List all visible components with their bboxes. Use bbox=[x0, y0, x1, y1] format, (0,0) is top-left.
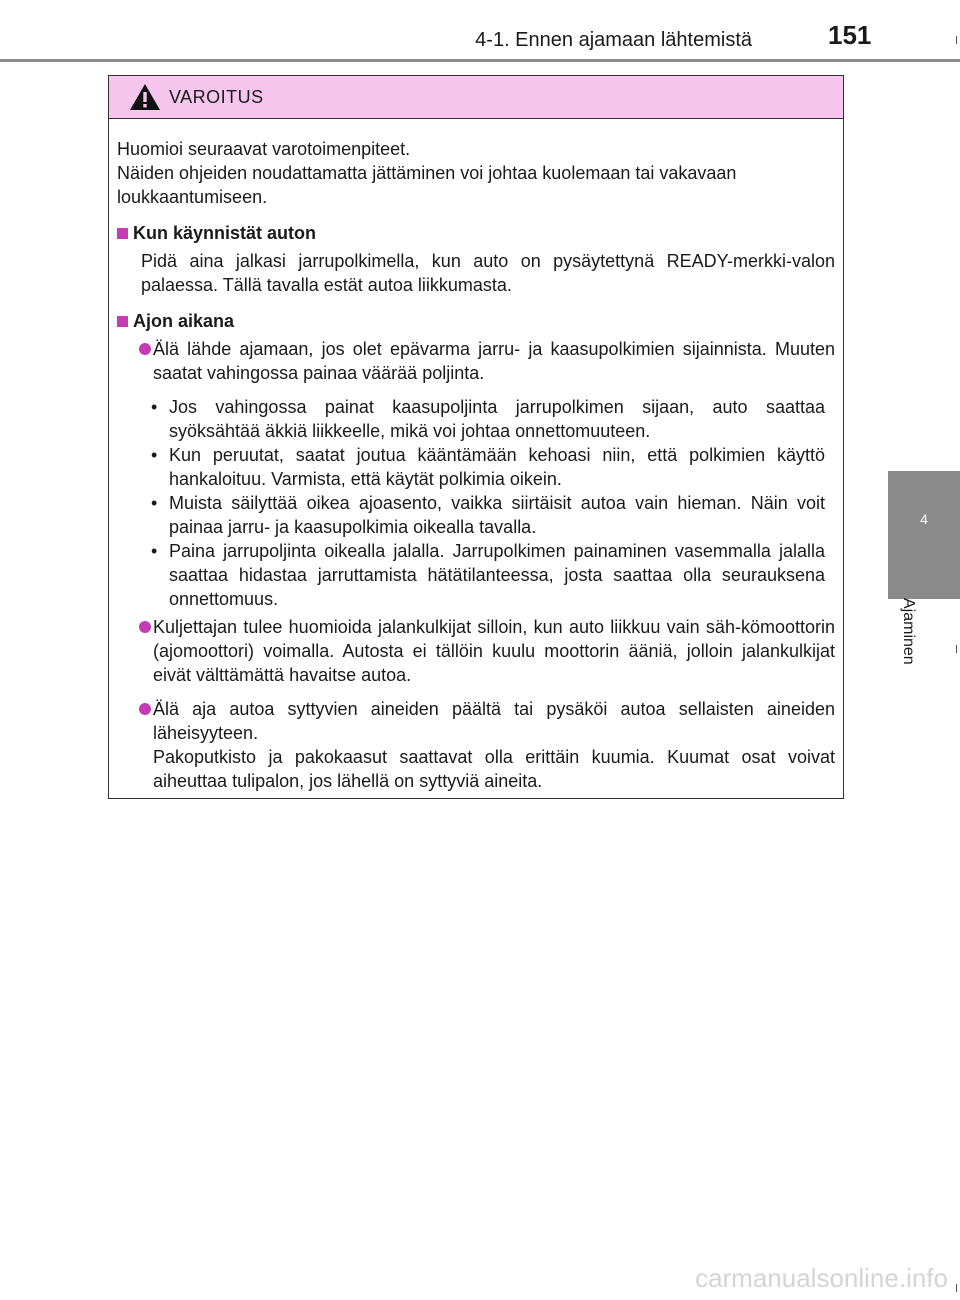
section-heading-start: Kun käynnistät auton bbox=[117, 221, 835, 245]
intro-line: Huomioi seuraavat varotoimenpiteet. bbox=[117, 139, 411, 159]
warning-triangle-icon bbox=[129, 82, 161, 112]
crop-mark bbox=[956, 645, 957, 653]
round-bullet-icon bbox=[139, 343, 151, 355]
section-title: 4-1. Ennen ajamaan lähtemistä bbox=[475, 29, 752, 51]
sub-list-item: • Paina jarrupoljinta oikealla jalalla. Jarrupolkimen painaminen vasemmalla jalalla saattaa hidastaa jarruttamista hätätilanteessa, josta saattaa olla seurauksena onnettomuus. bbox=[117, 539, 835, 611]
chapter-number: 4 bbox=[920, 511, 928, 527]
section-text-start: Pidä aina jalkasi jarrupolkimella, kun auto on pysäytettynä READY-merkki-valon palaessa. Tällä tavalla estät autoa liikkumasta. bbox=[141, 251, 835, 295]
list-item: Älä lähde ajamaan, jos olet epävarma jarru- ja kaasupolkimien sijainnista. Muuten saatat vahingossa painaa väärää poljinta. bbox=[117, 337, 835, 385]
warning-box bbox=[108, 75, 844, 799]
header-divider bbox=[0, 59, 960, 62]
list-item: Kuljettajan tulee huomioida jalankulkijat silloin, kun auto liikkuu vain säh-kömoottorin (ajomoottori) voimalla. Autosta ei tällöin kuulu moottorin ääniä, jolloin jalankulkijat eivät välttämättä havaitse autoa. bbox=[117, 615, 835, 687]
sub-list-item: • Kun peruutat, saatat joutua kääntämään kehoasi niin, että polkimien käyttö hankaloituu. Varmista, että käytät polkimia oikein. bbox=[117, 443, 835, 491]
section-heading-driving: Ajon aikana bbox=[117, 309, 835, 333]
chapter-label: Ajaminen bbox=[900, 598, 917, 665]
crop-mark bbox=[956, 1284, 957, 1292]
warning-body bbox=[109, 119, 843, 793]
round-bullet-icon bbox=[139, 621, 151, 633]
sub-list-item: • Jos vahingossa painat kaasupoljinta jarrupolkimen sijaan, auto saattaa syöksähtää äkkiä liikkeelle, mikä voi johtaa onnettomuuteen. bbox=[117, 395, 835, 443]
page-number: 151 bbox=[828, 20, 872, 50]
chapter-tab[interactable] bbox=[888, 471, 960, 599]
watermark: carmanualsonline.info bbox=[695, 1263, 948, 1293]
warning-header bbox=[109, 76, 843, 119]
square-bullet-icon bbox=[117, 316, 128, 327]
page-header bbox=[0, 0, 960, 60]
intro-line: Näiden ohjeiden noudattamatta jättäminen voi johtaa kuolemaan tai vakavaan loukkaantumiseen. bbox=[117, 163, 737, 207]
list-item: Älä aja autoa syttyvien aineiden päältä tai pysäköi autoa sellaisten aineiden läheisyyteen. Pakoputkisto ja pakokaasut saattavat olla erittäin kuumia. Kuumat osat voivat aiheuttaa tulipalon, jos lähellä on syttyviä aineita. bbox=[117, 697, 835, 793]
sub-list-item: • Muista säilyttää oikea ajoasento, vaikka siirtäisit autoa vain hieman. Näin voit painaa jarru- ja kaasupolkimia oikealla tavalla. bbox=[117, 491, 835, 539]
sub-list bbox=[117, 395, 835, 611]
warning-intro bbox=[117, 137, 835, 209]
crop-mark bbox=[956, 36, 957, 44]
round-bullet-icon bbox=[139, 703, 151, 715]
warning-title: VAROITUS bbox=[169, 87, 264, 107]
square-bullet-icon bbox=[117, 228, 128, 239]
